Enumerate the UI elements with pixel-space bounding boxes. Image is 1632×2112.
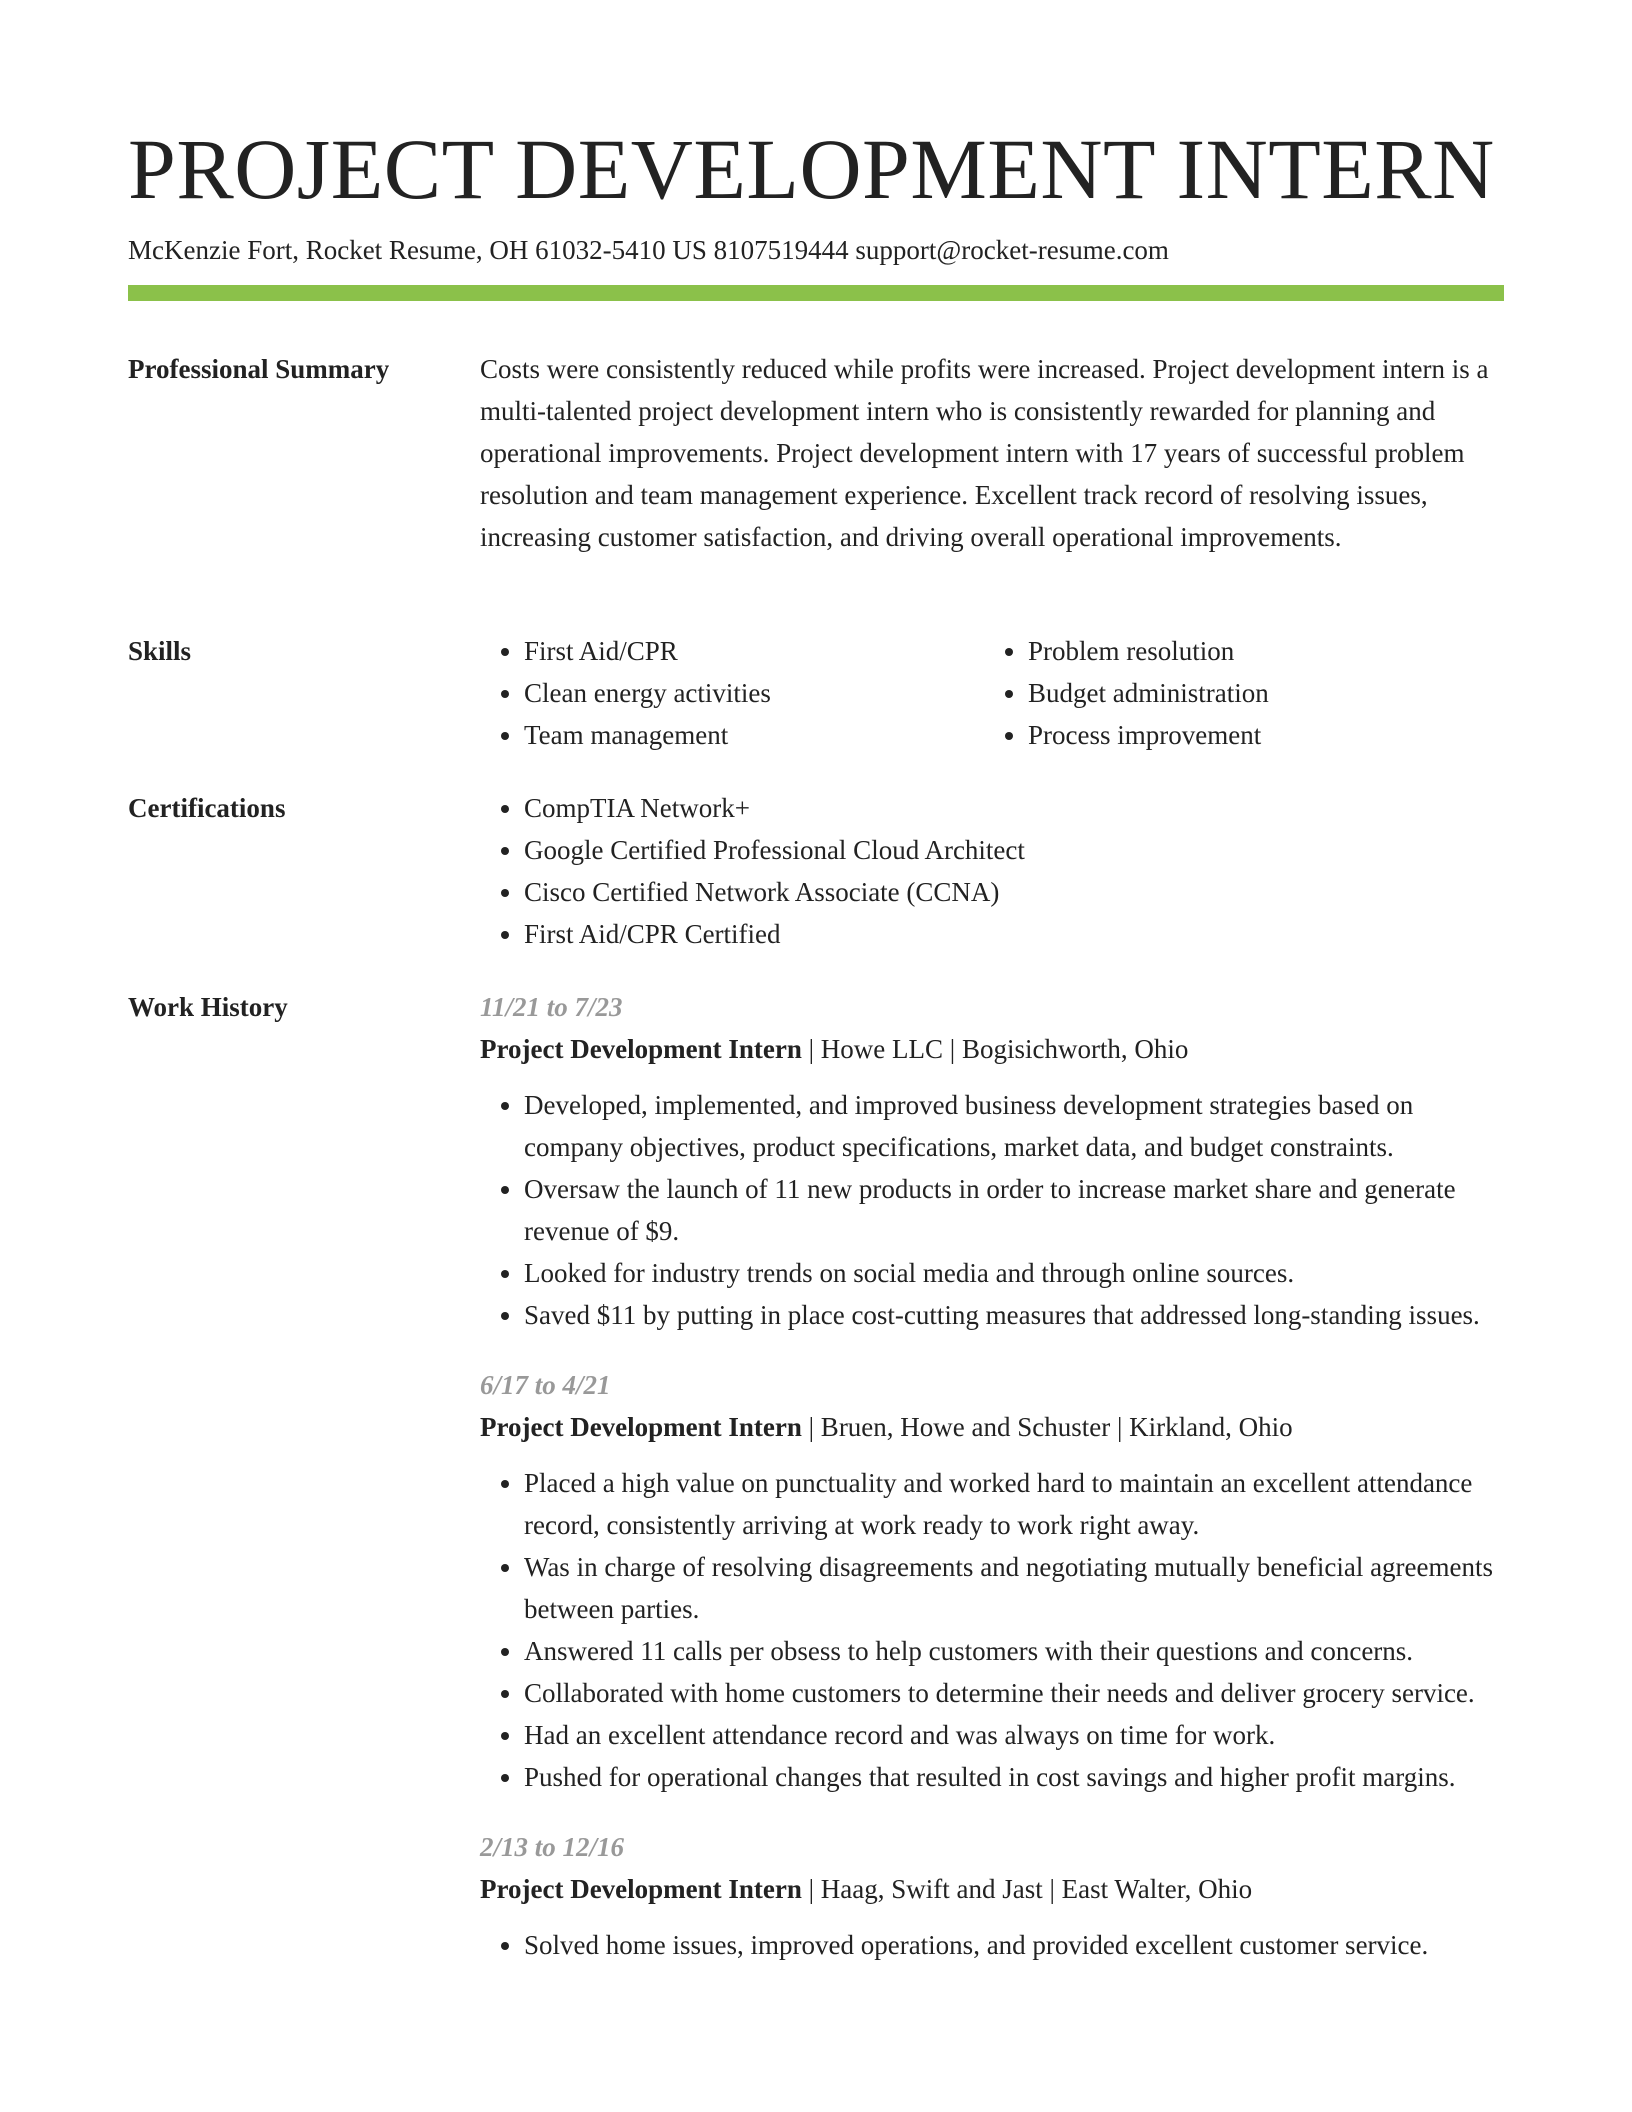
certifications-list	[480, 787, 1504, 955]
job-bullet: • Answered 11 calls per obsess to help customers with their questions and concerns.	[524, 1630, 1504, 1672]
job-dates: 6/17 to 4/21	[480, 1370, 611, 1400]
skill-item: • Clean energy activities	[524, 672, 984, 714]
job-title: Project Development Intern	[480, 1412, 802, 1442]
job-details: | Haag, Swift and Jast | East Walter, Ohio	[801, 1874, 1253, 1904]
job-heading	[480, 1406, 1504, 1448]
job-bullet: • Pushed for operational changes that resulted in cost savings and higher profit margins.	[524, 1756, 1504, 1798]
resume-title: PROJECT DEVELOPMENT INTERN	[128, 121, 1495, 217]
job-details: | Howe LLC | Bogisichworth, Ohio	[801, 1034, 1189, 1064]
skill-item: • Budget administration	[1028, 672, 1488, 714]
job-bullet: • Oversaw the launch of 11 new products in order to increase market share and generate revenue of $9.	[524, 1168, 1504, 1252]
job-title: Project Development Intern	[480, 1874, 802, 1904]
job-heading	[480, 1028, 1504, 1070]
work-history-section	[480, 986, 1504, 1994]
skill-item: • Team management	[524, 714, 984, 756]
job-title: Project Development Intern	[480, 1034, 802, 1064]
skill-item: • Problem resolution	[1028, 630, 1488, 672]
skills-list-right	[984, 630, 1488, 756]
job-bullet: • Saved $11 by putting in place cost-cutting measures that addressed long-standing issues.	[524, 1294, 1504, 1336]
contact-line: McKenzie Fort, Rocket Resume, OH 61032-5410 US 8107519444 support@rocket-resume.com	[128, 235, 1169, 265]
job-bullet: • Looked for industry trends on social media and through online sources.	[524, 1252, 1504, 1294]
job-entry	[480, 986, 1504, 1336]
job-entry	[480, 1826, 1504, 1966]
skills-list-left	[480, 630, 984, 756]
job-bullets	[480, 1084, 1504, 1336]
job-bullet: • Had an excellent attendance record and was always on time for work.	[524, 1714, 1504, 1756]
job-bullets	[480, 1924, 1504, 1966]
certification-item: • First Aid/CPR Certified	[524, 913, 1504, 955]
certifications-section	[480, 787, 1504, 955]
job-entry	[480, 1364, 1504, 1798]
skill-item: • First Aid/CPR	[524, 630, 984, 672]
job-bullet: • Placed a high value on punctuality and worked hard to maintain an excellent attendance record, consistently arriving at work ready to work right away.	[524, 1462, 1504, 1546]
job-bullet: • Solved home issues, improved operations, and provided excellent customer service.	[524, 1924, 1504, 1966]
certifications-label: Certifications	[128, 793, 286, 823]
skills-section	[480, 630, 1504, 756]
job-heading	[480, 1868, 1504, 1910]
job-bullet: • Collaborated with home customers to determine their needs and deliver grocery service.	[524, 1672, 1504, 1714]
job-bullet: • Developed, implemented, and improved business development strategies based on company objectives, product specifications, market data, and budget constraints.	[524, 1084, 1504, 1168]
summary-text: Costs were consistently reduced while profits were increased. Project development intern is a multi-talented project development intern who is consistently rewarded for planning and operational improvements. Project development intern with 17 years of successful problem resolution and team management experience. Excellent track record of resolving issues, increasing customer satisfaction, and driving overall operational improvements.	[480, 354, 1489, 552]
certification-item: • CompTIA Network+	[524, 787, 1504, 829]
job-dates: 2/13 to 12/16	[480, 1832, 625, 1862]
work-history-label: Work History	[128, 992, 288, 1022]
job-bullet: • Was in charge of resolving disagreements and negotiating mutually beneficial agreements between parties.	[524, 1546, 1504, 1630]
job-dates: 11/21 to 7/23	[480, 992, 623, 1022]
skill-item: • Process improvement	[1028, 714, 1488, 756]
certification-item: • Google Certified Professional Cloud Architect	[524, 829, 1504, 871]
certification-item: • Cisco Certified Network Associate (CCNA)	[524, 871, 1504, 913]
job-details: | Bruen, Howe and Schuster | Kirkland, Ohio	[801, 1412, 1293, 1442]
header-divider	[128, 285, 1504, 301]
job-bullets	[480, 1462, 1504, 1798]
summary-section	[480, 348, 1504, 558]
skills-label: Skills	[128, 636, 192, 666]
summary-label: Professional Summary	[128, 354, 390, 384]
